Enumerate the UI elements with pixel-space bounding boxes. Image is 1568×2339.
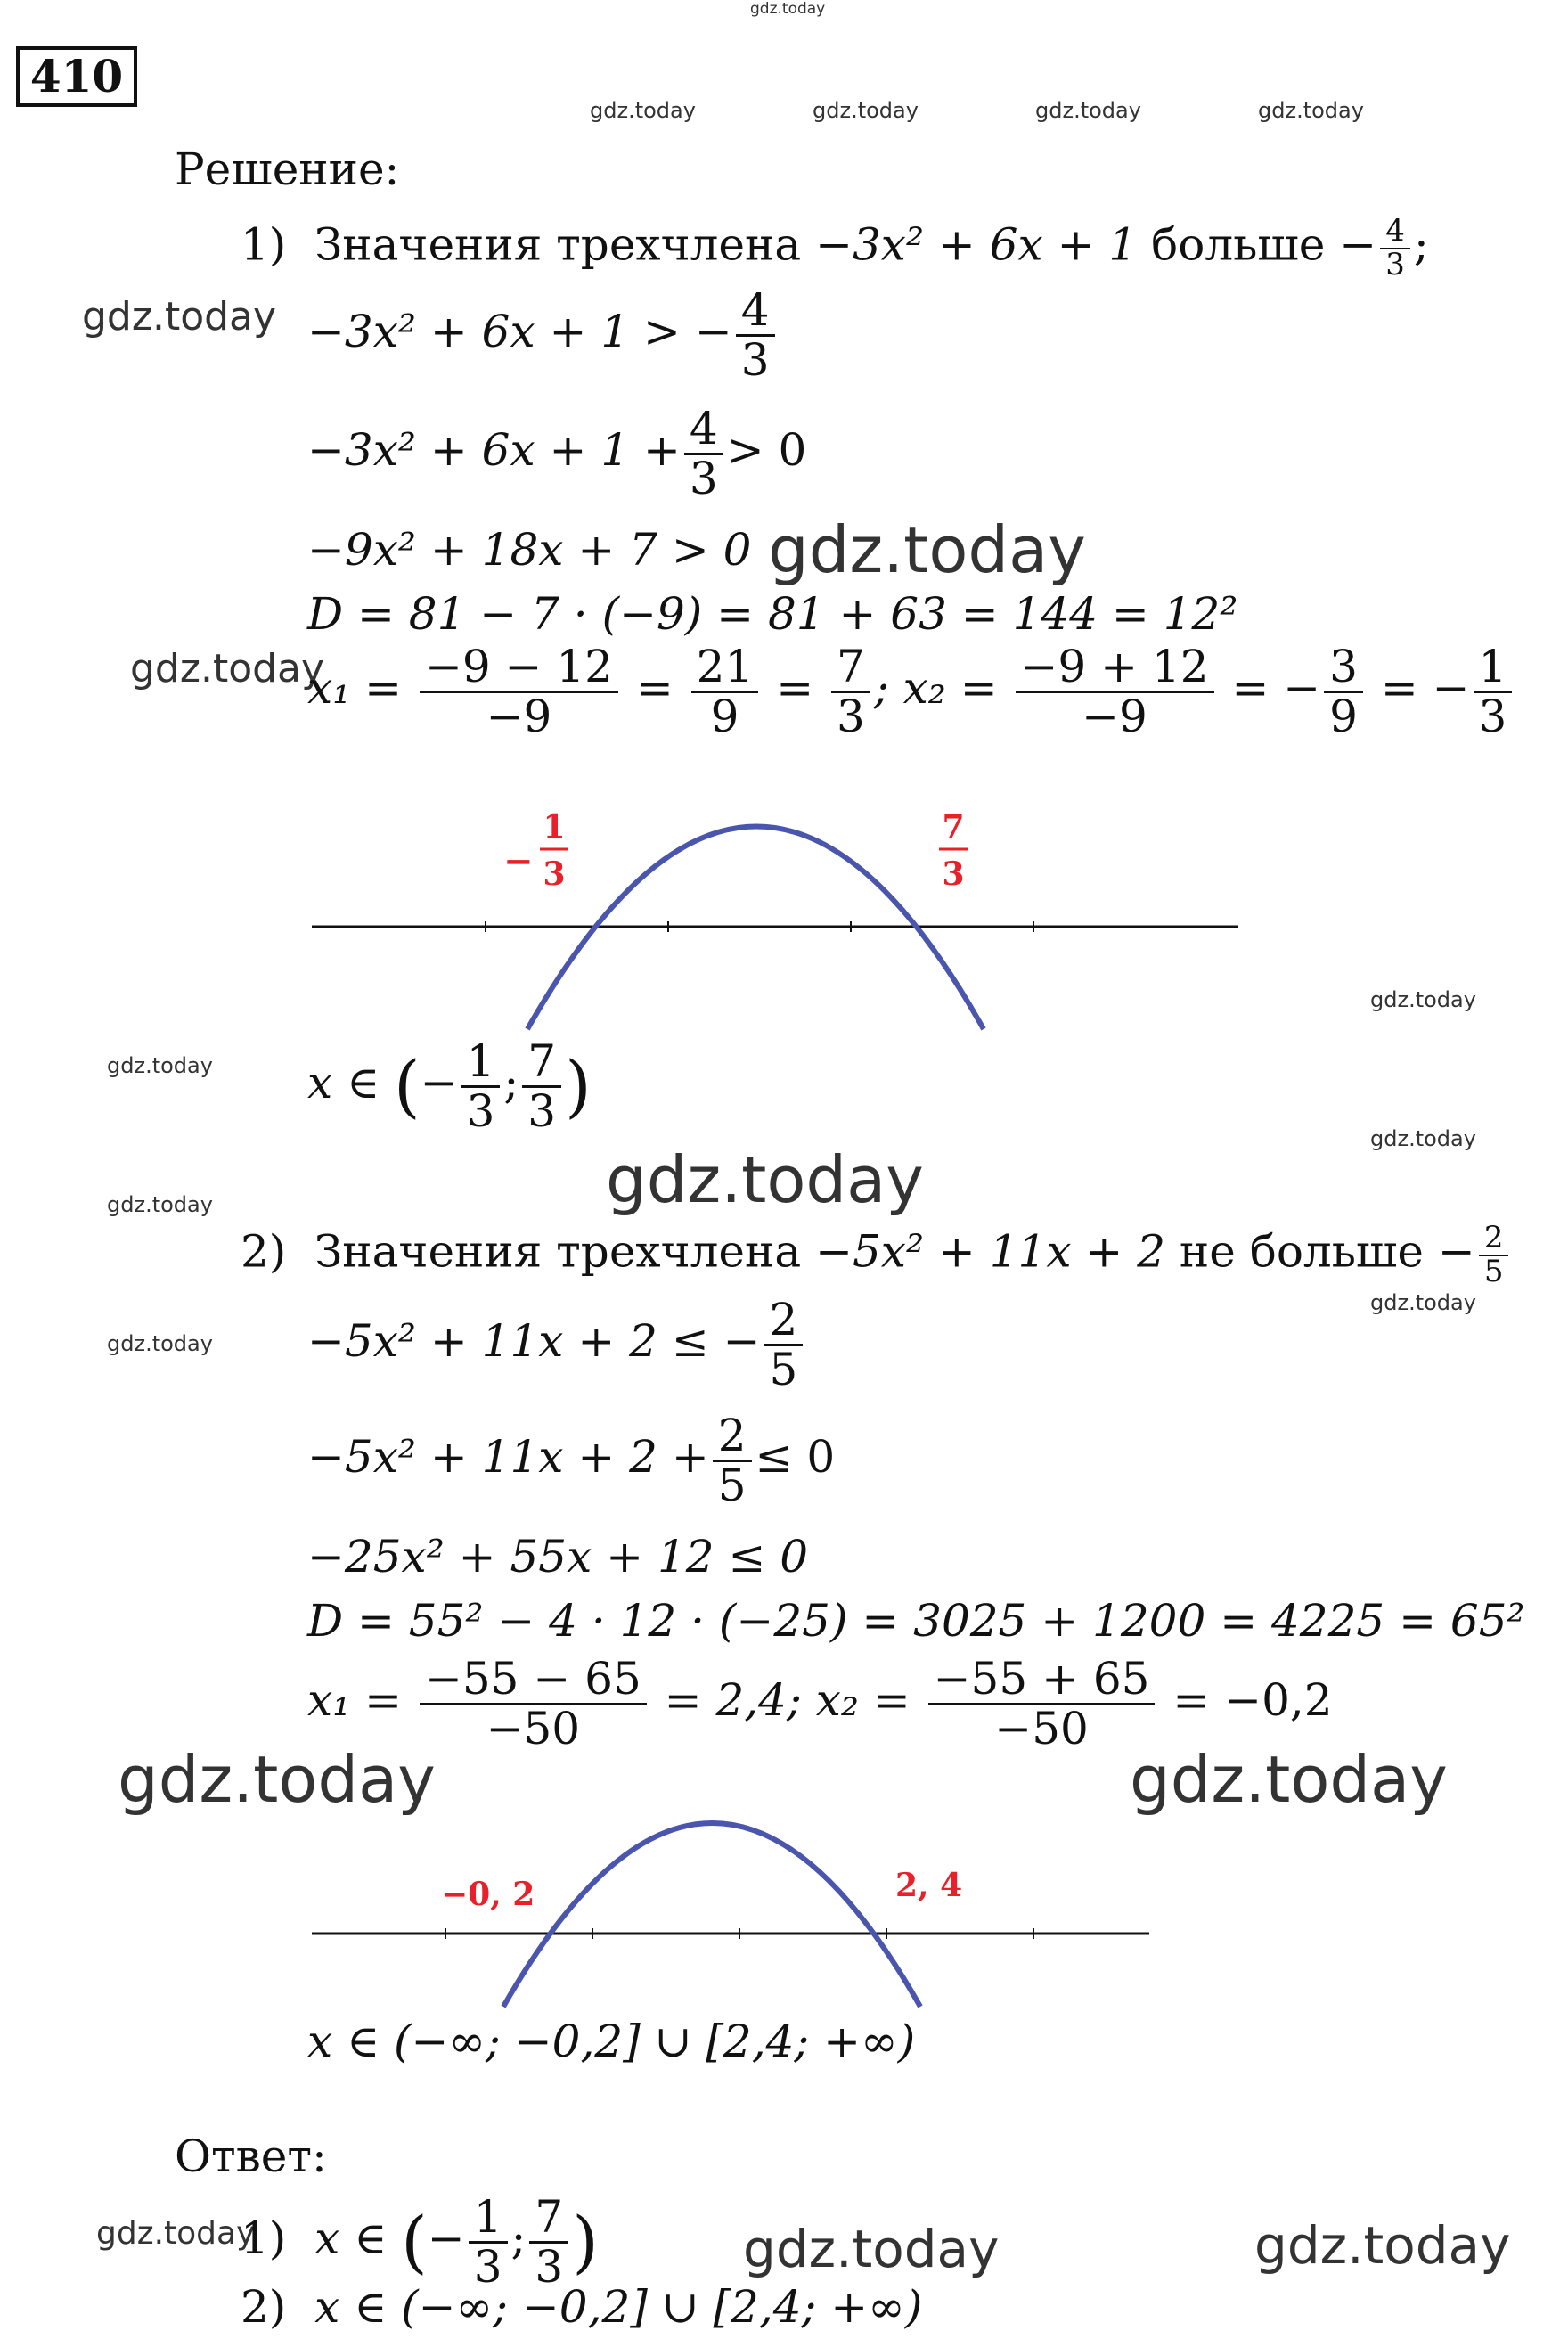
- part1-roots: x₁ = $\frac{-9 - 12}{-9}$ = $\frac{21}{9}$ = $\frac{7}{3}$ ; x₂ = $\frac{-9 + 12}{-9}$ = − $\frac{3}{9}$ = − $\frac{1}{3}$: [307, 643, 1515, 740]
- watermark: gdz.today: [606, 1142, 924, 1217]
- watermark: gdz.today: [1130, 1742, 1448, 1817]
- parabola-curve: [503, 1823, 920, 2007]
- watermark: gdz.today: [118, 1742, 436, 1817]
- answer-label: Ответ:: [175, 2130, 327, 2182]
- root-label-left-num: 1: [543, 808, 566, 846]
- watermark: gdz.today: [813, 98, 919, 123]
- root-label-left: −0, 2: [441, 1876, 535, 1913]
- part1-line3: −9x² + 18x + 7 > 0: [307, 524, 752, 576]
- root-label-right: 2, 4: [895, 1867, 963, 1904]
- part2-intro: 2) Значения трехчлена −5x² + 11x + 2 не больше − $\frac{2}{5}$: [241, 1223, 1512, 1288]
- watermark: gdz.today: [96, 2215, 256, 2252]
- part2-roots: x₁ = $\frac{-55 - 65}{-50}$ = 2,4; x₂ = $\frac{-55 + 65}{-50}$ = −0,2: [307, 1653, 1333, 1754]
- watermark: gdz.today: [590, 98, 696, 123]
- watermark: gdz.today: [1258, 98, 1364, 123]
- watermark: gdz.today: [768, 512, 1086, 587]
- watermark: gdz.today: [743, 2219, 1000, 2279]
- solution-label: Решение:: [175, 143, 400, 195]
- final-answer-1: 1) x ∈ (− $\frac{1}{3}$ ; $\frac{7}{3}$ ): [241, 2191, 599, 2293]
- watermark: gdz.today: [1254, 2215, 1511, 2276]
- watermark: gdz.today: [1370, 1290, 1476, 1315]
- part1-answer: x ∈ (− $\frac{1}{3}$ ; $\frac{7}{3}$ ): [307, 1035, 592, 1137]
- parabola-graph-1: [303, 784, 1247, 1034]
- root-label-right-num: 7: [942, 808, 965, 846]
- part1-intro: 1) Значения трехчлена −3x² + 6x + 1 больше − $\frac{4}{3}$ ;: [241, 213, 1429, 282]
- watermark: gdz.today: [1035, 98, 1141, 123]
- part1-line1: −3x² + 6x + 1 > − $\frac{4}{3}$: [307, 287, 779, 383]
- part2-line1: −5x² + 11x + 2 ≤ − $\frac{2}{5}$: [307, 1296, 806, 1393]
- parabola-graph-2: [303, 1800, 1176, 2009]
- watermark-top: gdz.today: [750, 0, 826, 18]
- part2-line4: D = 55² − 4 · 12 · (−25) = 3025 + 1200 = 4225 = 65²: [307, 1595, 1525, 1647]
- watermark: gdz.today: [107, 1331, 213, 1356]
- root-label-left-sign: −: [503, 840, 534, 882]
- root-label-right-den: 3: [942, 855, 965, 893]
- part1-line2: −3x² + 6x + 1 + $\frac{4}{3}$ > 0: [307, 403, 807, 504]
- watermark: gdz.today: [1370, 987, 1476, 1012]
- part2-line3: −25x² + 55x + 12 ≤ 0: [307, 1531, 809, 1583]
- watermark: gdz.today: [107, 1053, 213, 1078]
- watermark: gdz.today: [1370, 1126, 1476, 1151]
- root-label-left-den: 3: [543, 855, 566, 893]
- problem-number: 410: [16, 46, 137, 107]
- part1-line4: D = 81 − 7 · (−9) = 81 + 63 = 144 = 12²: [307, 588, 1238, 640]
- part2-line2: −5x² + 11x + 2 + $\frac{2}{5}$ ≤ 0: [307, 1410, 836, 1511]
- watermark: gdz.today: [82, 294, 277, 339]
- part2-answer: x ∈ (−∞; −0,2] ∪ [2,4; +∞): [307, 2016, 916, 2067]
- final-answer-2: 2) x ∈ (−∞; −0,2] ∪ [2,4; +∞): [241, 2281, 923, 2333]
- watermark: gdz.today: [107, 1192, 213, 1217]
- watermark: gdz.today: [130, 646, 325, 691]
